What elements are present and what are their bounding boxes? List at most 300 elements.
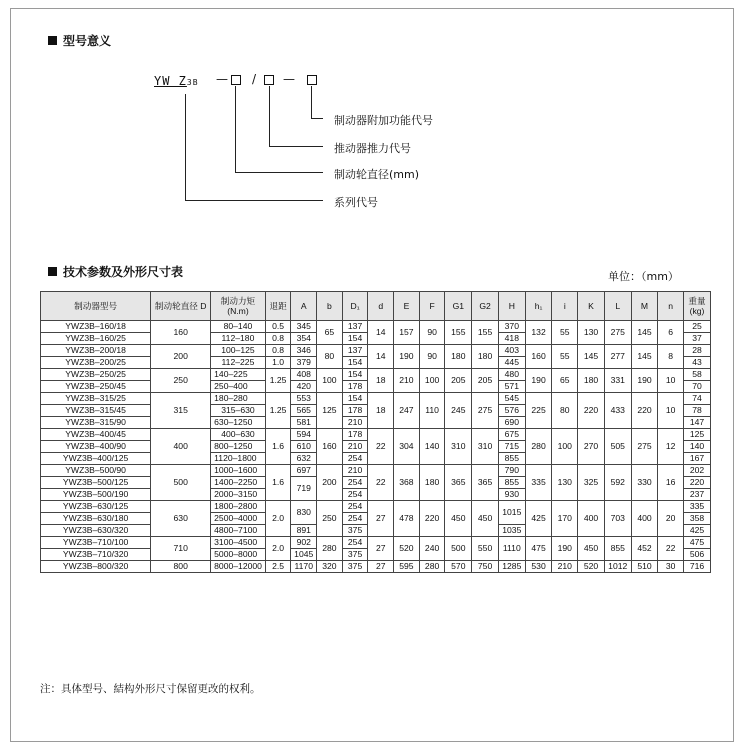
table-cell: 2.5: [265, 561, 291, 573]
table-cell: 400: [151, 429, 211, 465]
table-cell: 30: [658, 561, 684, 573]
table-cell: 576: [498, 405, 525, 417]
table-cell: 690: [498, 417, 525, 429]
table-cell: 155: [472, 321, 499, 345]
table-cell: 2.0: [265, 537, 291, 561]
table-cell: 130: [552, 465, 578, 501]
legend-thrust-code: 推动器推力代号: [334, 142, 411, 155]
table-cell: 4800–7100: [211, 525, 266, 537]
table-cell: 180–280: [211, 393, 266, 405]
leader-line: [269, 146, 323, 147]
table-cell: 0.8: [265, 345, 291, 357]
table-row: [41, 561, 711, 573]
code-box-function: [307, 75, 317, 85]
table-cell: 200: [151, 345, 211, 369]
table-cell: 610: [291, 441, 317, 453]
table-cell: 125: [317, 393, 343, 429]
table-cell: 855: [498, 477, 525, 489]
table-cell: 190: [552, 537, 578, 561]
leader-line: [311, 118, 323, 119]
table-cell: 365: [472, 465, 499, 501]
leader-line: [235, 86, 236, 172]
table-cell: 70: [684, 381, 711, 393]
table-cell: 719: [291, 477, 317, 501]
table-cell: 331: [604, 369, 631, 393]
model-code: YW Z3B: [154, 74, 199, 88]
table-cell: 450: [578, 537, 605, 561]
table-cell: 1.6: [265, 465, 291, 501]
table-cell: YWZ3B–315/45: [41, 405, 151, 417]
table-cell: 140: [419, 429, 445, 465]
table-cell: 855: [498, 453, 525, 465]
table-cell: YWZ3B–250/45: [41, 381, 151, 393]
table-cell: 280: [419, 561, 445, 573]
table-cell: 3100–4500: [211, 537, 266, 549]
table-cell: 137: [342, 345, 368, 357]
table-cell: 20: [658, 501, 684, 537]
table-cell: 325: [578, 465, 605, 501]
table-cell: 630: [151, 501, 211, 537]
table-cell: 304: [394, 429, 420, 465]
table-cell: YWZ3B–250/25: [41, 369, 151, 381]
col-header: b: [317, 292, 343, 321]
table-cell: 112–225: [211, 357, 266, 369]
table-cell: 520: [394, 537, 420, 561]
legend-diameter: 制动轮直径(mm): [334, 168, 420, 181]
table-cell: YWZ3B–400/45: [41, 429, 151, 441]
table-cell: 500: [445, 537, 472, 561]
col-header: E: [394, 292, 420, 321]
table-cell: 1.25: [265, 369, 291, 393]
table-cell: 375: [342, 525, 368, 537]
col-header: 制动轮直径 D: [151, 292, 211, 321]
col-header: d: [368, 292, 394, 321]
table-cell: 25: [684, 321, 711, 333]
table-row: [41, 369, 711, 381]
table-cell: 475: [684, 537, 711, 549]
table-cell: 140–225: [211, 369, 266, 381]
table-cell: 2500–4000: [211, 513, 266, 525]
table-cell: 254: [342, 513, 368, 525]
table-cell: YWZ3B–630/320: [41, 525, 151, 537]
col-header: h₁: [525, 292, 552, 321]
table-cell: 1285: [498, 561, 525, 573]
table-cell: 315: [151, 393, 211, 429]
table-cell: 570: [445, 561, 472, 573]
table-cell: YWZ3B–500/90: [41, 465, 151, 477]
table-cell: YWZ3B–315/90: [41, 417, 151, 429]
table-cell: 200: [317, 465, 343, 501]
table-cell: 280: [317, 537, 343, 561]
col-header: 退距: [265, 292, 291, 321]
legend-series-code: 系列代号: [334, 196, 378, 209]
table-cell: YWZ3B–160/25: [41, 333, 151, 345]
table-cell: 110: [419, 393, 445, 429]
table-cell: 12: [658, 429, 684, 465]
table-cell: 14: [368, 345, 394, 369]
table-cell: 330: [631, 465, 658, 501]
table-cell: 178: [342, 429, 368, 441]
table-cell: 22: [368, 465, 394, 501]
table-cell: 74: [684, 393, 711, 405]
table-cell: 346: [291, 345, 317, 357]
table-cell: 365: [445, 465, 472, 501]
code-dash: —: [216, 72, 228, 86]
table-cell: 277: [604, 345, 631, 369]
table-cell: 80–140: [211, 321, 266, 333]
table-cell: 270: [578, 429, 605, 465]
table-cell: 550: [472, 537, 499, 561]
table-cell: 55: [552, 321, 578, 345]
table-cell: 210: [342, 441, 368, 453]
col-header: 制动器型号: [41, 292, 151, 321]
table-cell: 370: [498, 321, 525, 333]
table-cell: 1110: [498, 537, 525, 561]
table-cell: 237: [684, 489, 711, 501]
table-cell: YWZ3B–630/180: [41, 513, 151, 525]
table-cell: 160: [317, 429, 343, 465]
table-cell: 1400–2250: [211, 477, 266, 489]
table-cell: 418: [498, 333, 525, 345]
table-cell: 55: [552, 345, 578, 369]
col-header: H: [498, 292, 525, 321]
table-cell: 170: [552, 501, 578, 537]
footnote: 注：具体型号、結构外形尺寸保留更改的权利。: [40, 683, 261, 695]
leader-line: [311, 86, 312, 118]
table-cell: 78: [684, 405, 711, 417]
table-cell: 190: [394, 345, 420, 369]
table-cell: 210: [394, 369, 420, 393]
square-bullet-icon: [48, 267, 57, 276]
table-cell: 354: [291, 333, 317, 345]
table-cell: 510: [631, 561, 658, 573]
table-cell: 180: [445, 345, 472, 369]
table-cell: 22: [368, 429, 394, 465]
table-cell: 1012: [604, 561, 631, 573]
table-cell: 1800–2800: [211, 501, 266, 513]
table-cell: 220: [578, 393, 605, 429]
table-cell: 80: [552, 393, 578, 429]
table-cell: 27: [368, 537, 394, 561]
table-cell: 8000–12000: [211, 561, 266, 573]
table-cell: 160: [525, 345, 552, 369]
table-cell: 178: [342, 405, 368, 417]
table-cell: 433: [604, 393, 631, 429]
table-cell: 581: [291, 417, 317, 429]
table-cell: 10: [658, 369, 684, 393]
table-row: [41, 465, 711, 477]
table-cell: YWZ3B–160/18: [41, 321, 151, 333]
table-cell: 130: [578, 321, 605, 345]
table-cell: 902: [291, 537, 317, 549]
table-cell: 506: [684, 549, 711, 561]
table-header-row: [41, 292, 711, 321]
table-cell: 154: [342, 369, 368, 381]
table-cell: 145: [578, 345, 605, 369]
table-cell: 210: [342, 417, 368, 429]
table-cell: YWZ3B–315/25: [41, 393, 151, 405]
table-cell: 1035: [498, 525, 525, 537]
table-cell: 28: [684, 345, 711, 357]
code-slash: /: [252, 72, 257, 86]
table-cell: 154: [342, 333, 368, 345]
table-cell: 6: [658, 321, 684, 345]
table-cell: 403: [498, 345, 525, 357]
table-cell: 90: [419, 321, 445, 345]
table-cell: 750: [472, 561, 499, 573]
table-cell: 1000–1600: [211, 465, 266, 477]
table-cell: 90: [419, 345, 445, 369]
table-cell: 147: [684, 417, 711, 429]
unit-label: 单位：（mm）: [608, 270, 679, 283]
table-cell: 65: [552, 369, 578, 393]
table-cell: YWZ3B–400/90: [41, 441, 151, 453]
table-cell: 452: [631, 537, 658, 561]
table-cell: 0.5: [265, 321, 291, 333]
col-header: M: [631, 292, 658, 321]
table-row: [41, 537, 711, 549]
table-cell: 855: [604, 537, 631, 561]
table-cell: 703: [604, 501, 631, 537]
table-row: [41, 345, 711, 357]
table-cell: 592: [604, 465, 631, 501]
table-cell: 112–180: [211, 333, 266, 345]
table-cell: 445: [498, 357, 525, 369]
col-header: F: [419, 292, 445, 321]
table-row: [41, 501, 711, 513]
table-cell: 180: [472, 345, 499, 369]
table-cell: 716: [684, 561, 711, 573]
table-cell: 715: [498, 441, 525, 453]
table-cell: 1.25: [265, 393, 291, 429]
section-model-meaning-title: 型号意义: [48, 32, 111, 49]
table-cell: 250: [317, 501, 343, 537]
table-cell: 375: [342, 561, 368, 573]
table-cell: 205: [445, 369, 472, 393]
table-cell: 0.8: [265, 333, 291, 345]
table-cell: 565: [291, 405, 317, 417]
table-cell: YWZ3B–800/320: [41, 561, 151, 573]
table-cell: 160: [151, 321, 211, 345]
leader-line: [235, 172, 323, 173]
table-cell: 205: [472, 369, 499, 393]
table-cell: 335: [684, 501, 711, 513]
table-cell: 58: [684, 369, 711, 381]
table-cell: 594: [291, 429, 317, 441]
table-cell: 425: [525, 501, 552, 537]
table-cell: 891: [291, 525, 317, 537]
table-cell: 450: [472, 501, 499, 537]
table-row: [41, 429, 711, 441]
table-cell: 137: [342, 321, 368, 333]
table-cell: 220: [631, 393, 658, 429]
table-cell: 553: [291, 393, 317, 405]
table-cell: 400: [631, 501, 658, 537]
table-cell: 675: [498, 429, 525, 441]
table-cell: 254: [342, 537, 368, 549]
table-cell: 155: [445, 321, 472, 345]
table-cell: 178: [342, 381, 368, 393]
table-cell: 800: [151, 561, 211, 573]
col-header: i: [552, 292, 578, 321]
table-cell: 240: [419, 537, 445, 561]
table-cell: 145: [631, 345, 658, 369]
col-header: G1: [445, 292, 472, 321]
table-cell: 930: [498, 489, 525, 501]
table-cell: 190: [525, 369, 552, 393]
table-cell: YWZ3B–200/18: [41, 345, 151, 357]
table-cell: 425: [684, 525, 711, 537]
table-cell: 100: [317, 369, 343, 393]
table-cell: 37: [684, 333, 711, 345]
table-cell: 800–1250: [211, 441, 266, 453]
table-row: [41, 393, 711, 405]
table-cell: 571: [498, 381, 525, 393]
table-cell: 154: [342, 393, 368, 405]
table-cell: 1.0: [265, 357, 291, 369]
table-cell: 18: [368, 393, 394, 429]
table-cell: 408: [291, 369, 317, 381]
square-bullet-icon: [48, 36, 57, 45]
table-cell: 132: [525, 321, 552, 345]
table-cell: 22: [658, 537, 684, 561]
table-cell: 375: [342, 549, 368, 561]
table-cell: 250–400: [211, 381, 266, 393]
table-cell: 1.6: [265, 429, 291, 465]
table-cell: 8: [658, 345, 684, 369]
col-header: K: [578, 292, 605, 321]
table-cell: 500: [151, 465, 211, 501]
table-cell: 478: [394, 501, 420, 537]
table-cell: 710: [151, 537, 211, 561]
leader-line: [269, 86, 270, 146]
table-cell: 697: [291, 465, 317, 477]
table-cell: 10: [658, 393, 684, 429]
col-header: n: [658, 292, 684, 321]
table-cell: 505: [604, 429, 631, 465]
table-cell: 358: [684, 513, 711, 525]
table-cell: 254: [342, 453, 368, 465]
table-cell: 5000–8000: [211, 549, 266, 561]
table-cell: 145: [631, 321, 658, 345]
legend-function-code: 制动器附加功能代号: [334, 114, 433, 127]
table-cell: 65: [317, 321, 343, 345]
table-cell: 1045: [291, 549, 317, 561]
table-cell: 368: [394, 465, 420, 501]
table-cell: 275: [472, 393, 499, 429]
table-cell: 400: [578, 501, 605, 537]
col-header: 重量 (kg): [684, 292, 711, 321]
table-cell: 220: [684, 477, 711, 489]
spec-table: [40, 291, 711, 573]
table-cell: 475: [525, 537, 552, 561]
table-cell: 632: [291, 453, 317, 465]
table-cell: 190: [631, 369, 658, 393]
table-cell: 100–125: [211, 345, 266, 357]
table-row: [41, 321, 711, 333]
table-cell: 254: [342, 501, 368, 513]
table-cell: YWZ3B–500/190: [41, 489, 151, 501]
table-cell: 790: [498, 465, 525, 477]
table-cell: 27: [368, 501, 394, 537]
table-cell: 280: [525, 429, 552, 465]
table-cell: 310: [445, 429, 472, 465]
table-cell: YWZ3B–710/100: [41, 537, 151, 549]
table-cell: 225: [525, 393, 552, 429]
table-cell: YWZ3B–710/320: [41, 549, 151, 561]
table-cell: 310: [472, 429, 499, 465]
table-cell: 345: [291, 321, 317, 333]
table-cell: 2000–3150: [211, 489, 266, 501]
table-cell: 480: [498, 369, 525, 381]
leader-line: [185, 200, 323, 201]
table-cell: 254: [342, 477, 368, 489]
col-header: D₁: [342, 292, 368, 321]
table-cell: YWZ3B–500/125: [41, 477, 151, 489]
table-cell: 100: [419, 369, 445, 393]
table-cell: 530: [525, 561, 552, 573]
table-cell: 275: [631, 429, 658, 465]
table-cell: 210: [552, 561, 578, 573]
table-cell: 16: [658, 465, 684, 501]
table-cell: 180: [419, 465, 445, 501]
table-cell: 202: [684, 465, 711, 477]
table-cell: 254: [342, 489, 368, 501]
table-cell: 100: [552, 429, 578, 465]
table-cell: 210: [342, 465, 368, 477]
table-cell: 1015: [498, 501, 525, 525]
table-cell: 520: [578, 561, 605, 573]
table-cell: 379: [291, 357, 317, 369]
code-box-thrust: [264, 75, 274, 85]
table-cell: 2.0: [265, 501, 291, 537]
table-cell: 315–630: [211, 405, 266, 417]
table-cell: 27: [368, 561, 394, 573]
table-cell: 247: [394, 393, 420, 429]
table-cell: 167: [684, 453, 711, 465]
table-cell: YWZ3B–400/125: [41, 453, 151, 465]
table-cell: 1170: [291, 561, 317, 573]
table-cell: 14: [368, 321, 394, 345]
table-cell: 180: [578, 369, 605, 393]
table-cell: 154: [342, 357, 368, 369]
table-cell: YWZ3B–630/125: [41, 501, 151, 513]
table-cell: 80: [317, 345, 343, 369]
table-cell: YWZ3B–200/25: [41, 357, 151, 369]
table-cell: 157: [394, 321, 420, 345]
table-cell: 245: [445, 393, 472, 429]
table-cell: 400–630: [211, 429, 266, 441]
table-cell: 595: [394, 561, 420, 573]
leader-line: [185, 94, 186, 200]
table-cell: 43: [684, 357, 711, 369]
table-cell: 125: [684, 429, 711, 441]
table-cell: 420: [291, 381, 317, 393]
table-cell: 250: [151, 369, 211, 393]
table-cell: 450: [445, 501, 472, 537]
table-cell: 18: [368, 369, 394, 393]
table-cell: 220: [419, 501, 445, 537]
col-header: 制动力矩 (N.m): [211, 292, 266, 321]
col-header: A: [291, 292, 317, 321]
col-header: L: [604, 292, 631, 321]
code-dash-2: —: [283, 72, 295, 86]
section-spec-title: 技术参数及外形尺寸表: [48, 263, 183, 280]
table-cell: 830: [291, 501, 317, 525]
table-cell: 335: [525, 465, 552, 501]
table-cell: 1120–1800: [211, 453, 266, 465]
table-cell: 320: [317, 561, 343, 573]
